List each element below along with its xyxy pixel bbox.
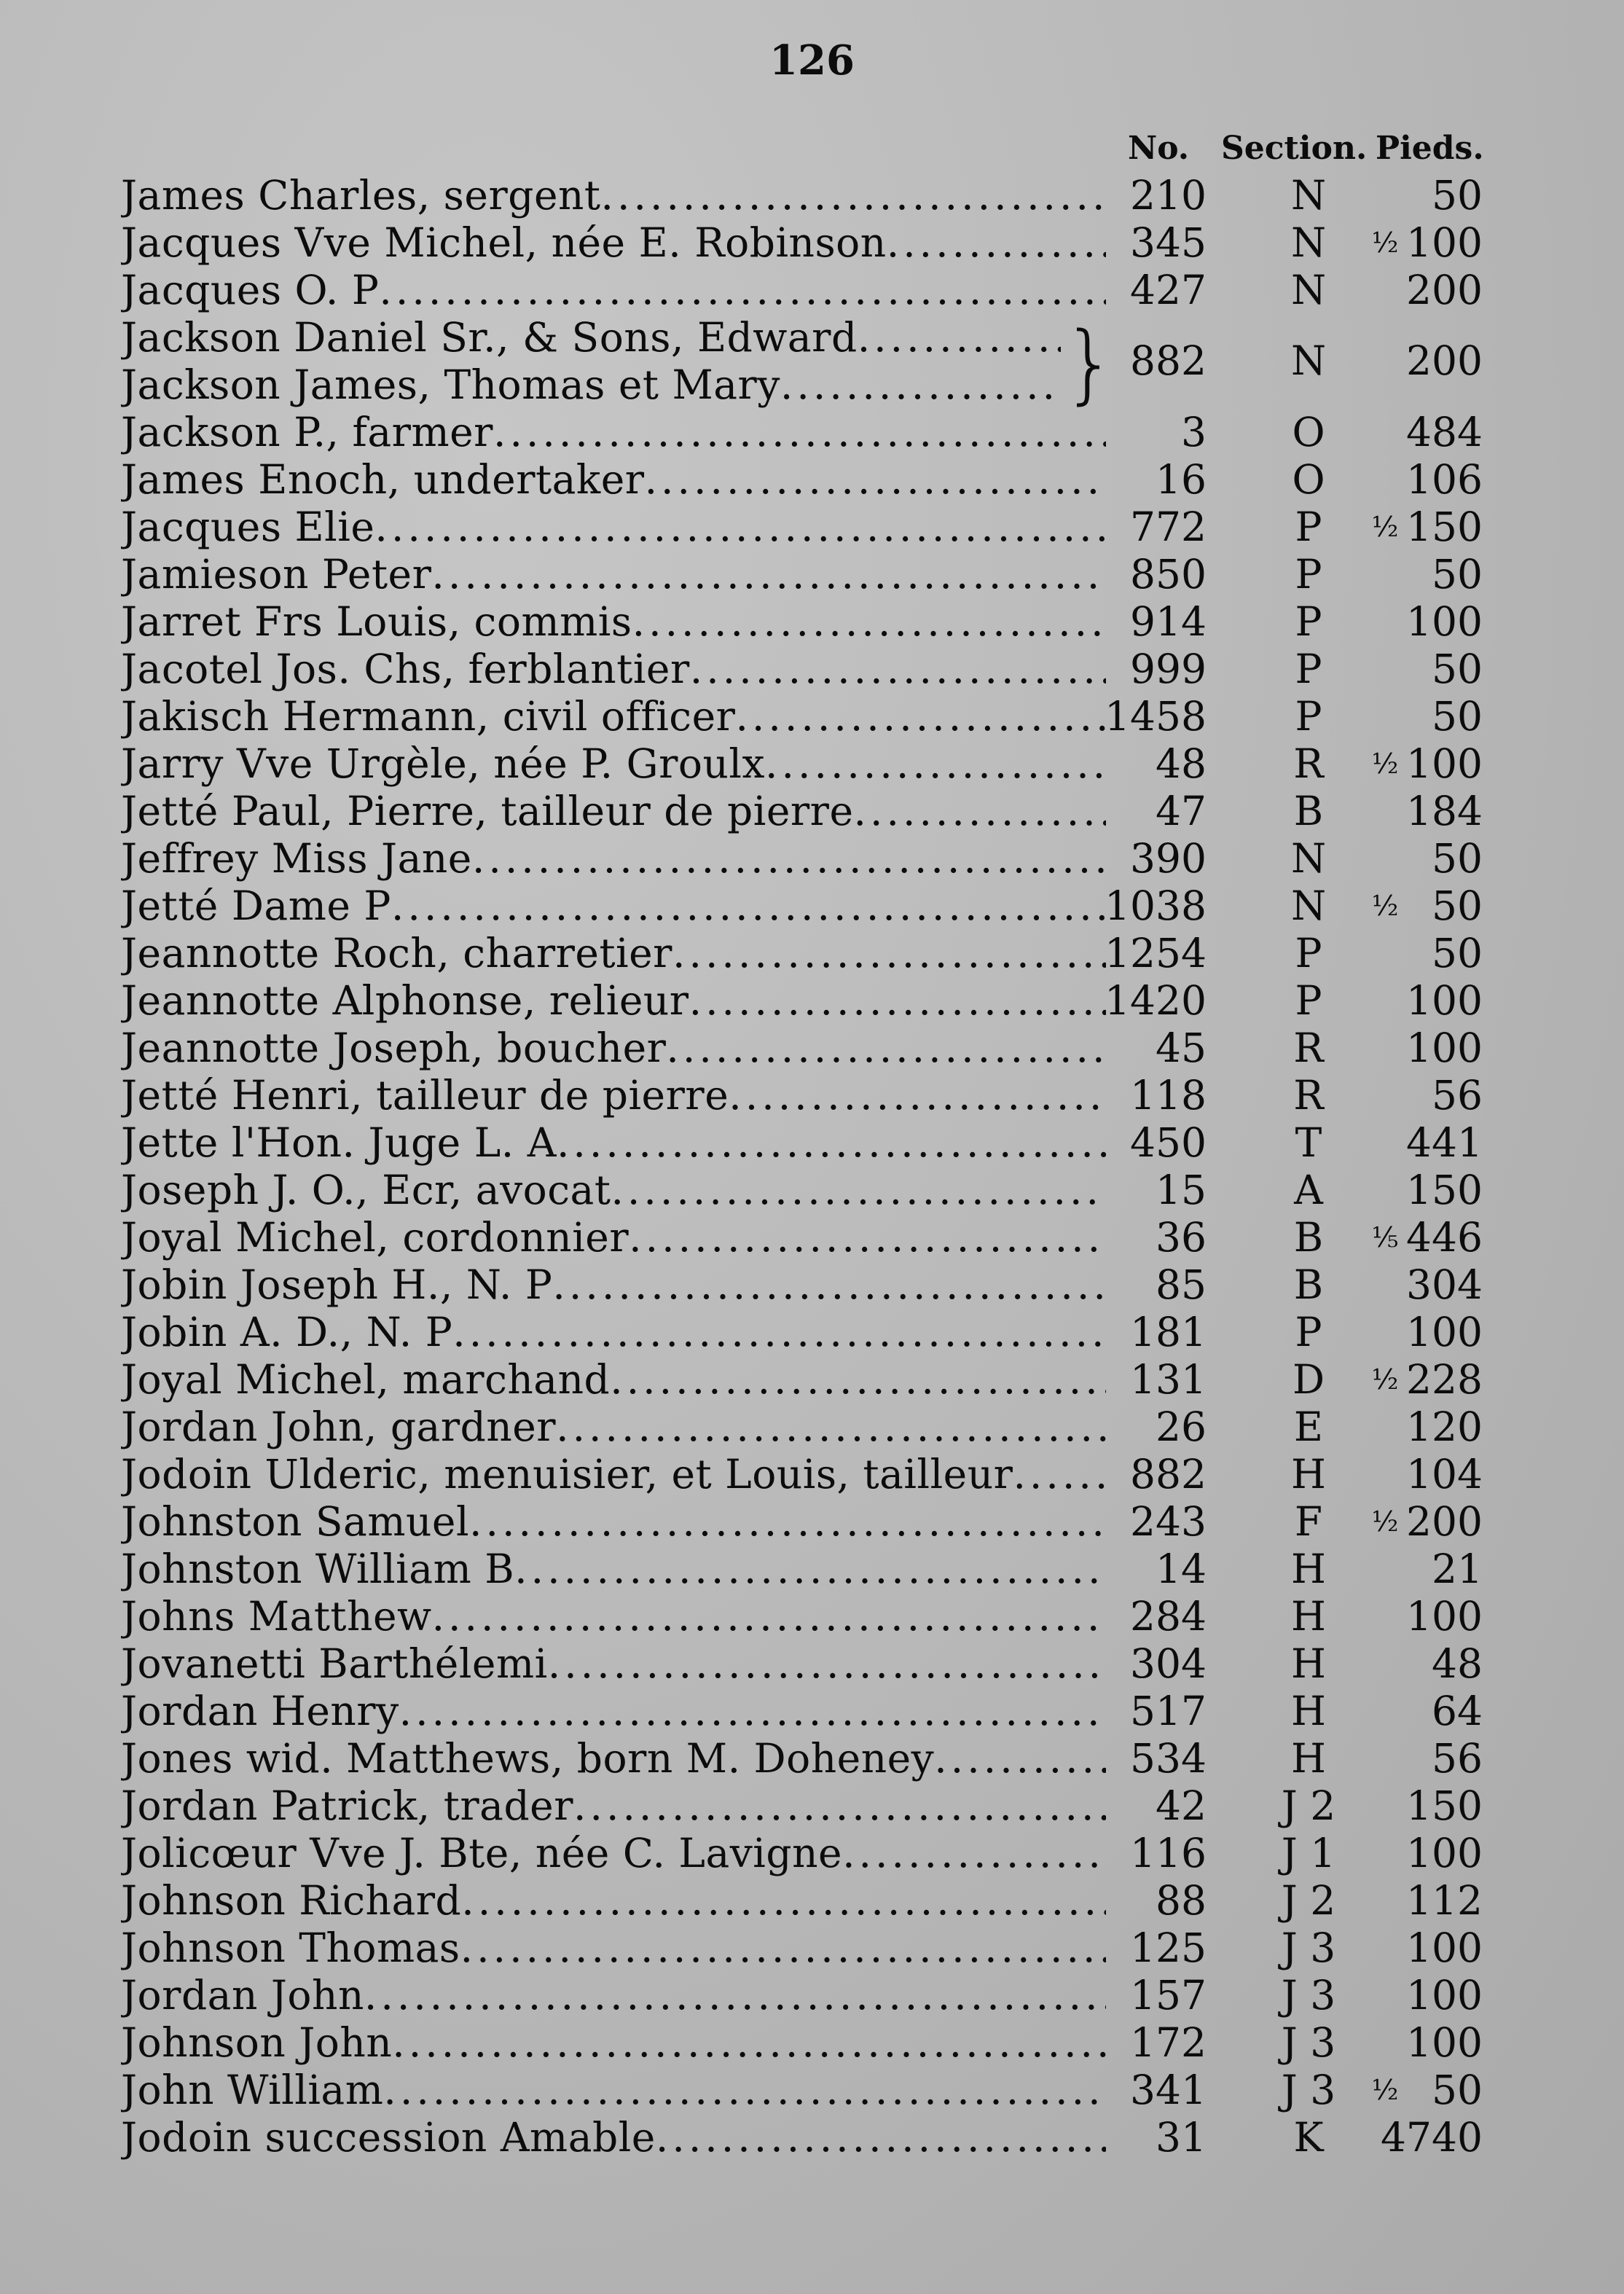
- entry-fraction: ½: [1371, 890, 1399, 922]
- dot-leader: [666, 1025, 1106, 1072]
- dot-leader: [374, 504, 1106, 551]
- entry-name-cell: [121, 598, 1106, 646]
- entry-name: Johns Matthew: [121, 1593, 432, 1640]
- list-item: [0, 1167, 1624, 1214]
- entry-section: J 3: [1281, 2067, 1336, 2113]
- entry-name: Jeffrey Miss Jane: [121, 835, 472, 882]
- entry-number: 1254: [1105, 930, 1207, 976]
- list-item: [0, 930, 1624, 977]
- entry-section: P: [1295, 977, 1322, 1024]
- entry-name-cell: [121, 1972, 1106, 2019]
- entry-name: James Enoch, undertaker: [121, 456, 645, 503]
- list-item: [0, 1404, 1624, 1451]
- entry-name: Jordan Patrick, trader: [121, 1782, 573, 1829]
- entry-pieds: 100: [1406, 219, 1483, 266]
- entry-number: 172: [1130, 2019, 1207, 2066]
- entry-fraction: ⅕: [1371, 1221, 1399, 1253]
- entry-name-cell: [121, 1498, 1106, 1546]
- entry-fraction: ½: [1371, 1506, 1399, 1538]
- entry-name-cell: [121, 1119, 1106, 1167]
- entry-name-cell: [121, 267, 1106, 314]
- entry-section: B: [1293, 788, 1324, 834]
- entry-name-cell: [121, 1404, 1106, 1451]
- entry-number: 26: [1156, 1404, 1207, 1450]
- entry-name: Joyal Michel, cordonnier: [121, 1214, 629, 1261]
- entry-pieds: 100: [1406, 598, 1483, 645]
- entry-pieds: 100: [1406, 740, 1483, 787]
- entry-name-cell: [121, 835, 1106, 882]
- entry-section: T: [1295, 1119, 1322, 1166]
- dot-leader: [601, 172, 1106, 219]
- entry-name-cell: [121, 1735, 1106, 1782]
- entry-name: Johnson Richard: [121, 1877, 462, 1924]
- dot-leader: [690, 646, 1106, 693]
- entry-name-cell: [121, 1451, 1106, 1498]
- entry-section: H: [1291, 1688, 1326, 1734]
- entry-name: Jacques Elie: [121, 504, 375, 550]
- entry-name-cell: [121, 409, 1106, 456]
- entry-section: N: [1290, 219, 1327, 266]
- entry-pieds: 50: [1432, 882, 1483, 929]
- entry-name: Jette l'Hon. Juge L. A: [121, 1119, 557, 1166]
- entry-name: Johnston William B: [121, 1546, 515, 1592]
- entry-name: Jordan John, gardner: [121, 1404, 557, 1450]
- entry-name: Jacques Vve Michel, née E. Robinson: [121, 219, 887, 266]
- entry-name-cell: [121, 882, 1106, 930]
- entry-number: 882: [1130, 337, 1207, 384]
- entry-pieds: 200: [1406, 267, 1483, 313]
- header-pieds: Pieds.: [1376, 130, 1484, 167]
- entry-name: Jobin A. D., N. P: [121, 1309, 453, 1355]
- column-header: [0, 130, 1624, 172]
- entry-number: 772: [1130, 504, 1207, 550]
- entry-name: Jarret Frs Louis, commis: [121, 598, 632, 645]
- entry-section: P: [1295, 598, 1322, 645]
- list-item: [0, 1972, 1624, 2019]
- entry-number: 850: [1130, 551, 1207, 598]
- entry-name-cell: [121, 219, 1106, 267]
- dot-leader: [364, 1972, 1106, 2019]
- entry-name-cell: [121, 2019, 1106, 2067]
- entry-name-cell: [121, 2067, 1106, 2114]
- entry-pieds: 100: [1406, 1593, 1483, 1640]
- entry-pieds: 21: [1432, 1546, 1483, 1592]
- entry-section: P: [1295, 646, 1322, 692]
- entry-number: 47: [1156, 788, 1207, 834]
- list-item: [0, 1214, 1624, 1261]
- entry-section: J 3: [1281, 2019, 1336, 2066]
- entry-name: Joseph J. O., Ecr, avocat: [121, 1167, 611, 1213]
- entry-pieds: 304: [1406, 1261, 1483, 1308]
- entry-number: 210: [1130, 172, 1207, 219]
- entry-pieds: 200: [1406, 337, 1483, 384]
- entry-number: 157: [1130, 1972, 1207, 2019]
- entry-name-cell: [121, 1167, 1106, 1214]
- entry-fraction: ½: [1371, 2074, 1399, 2106]
- entry-name: John William: [121, 2067, 384, 2113]
- entry-name-cell: [121, 2114, 1106, 2161]
- dot-leader: [629, 1214, 1106, 1261]
- entry-number: 181: [1130, 1309, 1207, 1355]
- entry-name-cell: [121, 1593, 1106, 1640]
- entry-section: P: [1295, 1309, 1322, 1355]
- entry-pieds: 441: [1406, 1119, 1483, 1166]
- dot-leader: [858, 314, 1061, 361]
- entry-name: Jodoin Ulderic, menuisier, et Louis, tailleur: [121, 1451, 1013, 1498]
- entry-name: Jones wid. Matthews, born M. Doheney: [121, 1735, 935, 1782]
- entry-name: Jobin Joseph H., N. P: [121, 1261, 553, 1308]
- entry-name: Johnson John: [121, 2019, 393, 2066]
- list-item: [0, 2019, 1624, 2067]
- dot-leader: [611, 1167, 1106, 1214]
- entry-section: N: [1290, 267, 1327, 313]
- entry-pieds: 184: [1406, 788, 1483, 834]
- list-item: [0, 693, 1624, 740]
- list-item: [0, 977, 1624, 1025]
- list-item: [0, 1877, 1624, 1925]
- entry-fraction: ½: [1371, 511, 1399, 543]
- entry-number: 1038: [1105, 882, 1207, 929]
- entry-pieds: 100: [1406, 1972, 1483, 2019]
- entry-name-cell: [121, 1925, 1106, 1972]
- entry-name-cell: [121, 1640, 1106, 1688]
- entry-pieds: 56: [1432, 1072, 1483, 1119]
- entry-pieds: 100: [1406, 1025, 1483, 1071]
- entry-number: 125: [1130, 1925, 1207, 1971]
- entry-pieds: 100: [1406, 2019, 1483, 2066]
- entry-number: 450: [1130, 1119, 1207, 1166]
- entry-number: 882: [1130, 1451, 1207, 1498]
- entry-number: 118: [1130, 1072, 1207, 1119]
- list-item: [0, 1925, 1624, 1972]
- list-item: [0, 456, 1624, 504]
- dot-leader: [461, 1877, 1106, 1925]
- entry-pieds: 56: [1432, 1735, 1483, 1782]
- entry-number: 427: [1130, 267, 1207, 313]
- entry-pieds: 200: [1406, 1498, 1483, 1545]
- entry-section: E: [1293, 1404, 1324, 1450]
- list-item: [0, 835, 1624, 882]
- list-item: [0, 2067, 1624, 2114]
- entry-number: 999: [1130, 646, 1207, 692]
- entry-number: 131: [1130, 1356, 1207, 1403]
- entry-name: Johnston Samuel: [121, 1498, 470, 1545]
- entry-name-cell: [121, 1072, 1106, 1119]
- entry-section: N: [1290, 882, 1327, 929]
- entry-number: 914: [1130, 598, 1207, 645]
- entry-pieds: 112: [1406, 1877, 1483, 1924]
- dot-leader: [379, 267, 1106, 314]
- entry-name: Jetté Henri, tailleur de pierre: [121, 1072, 729, 1119]
- entry-number: 14: [1156, 1546, 1207, 1592]
- entry-name: Jackson James, Thomas et Mary: [121, 361, 780, 408]
- entry-pieds: 150: [1406, 1167, 1483, 1213]
- dot-leader: [383, 2067, 1106, 2114]
- entry-number: 116: [1130, 1830, 1207, 1876]
- entry-name: Johnson Thomas: [121, 1925, 460, 1971]
- list-item: [0, 1830, 1624, 1877]
- entry-pieds: 48: [1432, 1640, 1483, 1687]
- entry-section: R: [1293, 1025, 1324, 1071]
- list-item: [0, 1451, 1624, 1498]
- entry-pieds: 228: [1406, 1356, 1483, 1403]
- entry-pieds: 100: [1406, 977, 1483, 1024]
- entry-name-cell: [121, 1782, 1106, 1830]
- entry-name-cell: [121, 977, 1106, 1025]
- dot-leader: [557, 1119, 1106, 1167]
- entry-name: Jeannotte Joseph, boucher: [121, 1025, 667, 1071]
- entry-section: H: [1291, 1735, 1326, 1782]
- entry-name: Jamieson Peter: [121, 551, 432, 598]
- entry-pieds: 64: [1432, 1688, 1483, 1734]
- entry-number: 36: [1156, 1214, 1207, 1261]
- entry-number: 1458: [1105, 693, 1207, 740]
- entry-name-cell: [121, 1688, 1106, 1735]
- entry-number: 390: [1130, 835, 1207, 882]
- entry-name-cell: [121, 1356, 1106, 1404]
- entry-pieds: 50: [1432, 835, 1483, 882]
- entry-number: 304: [1130, 1640, 1207, 1687]
- entry-number: 284: [1130, 1593, 1207, 1640]
- entry-section: F: [1294, 1498, 1323, 1545]
- dot-leader: [472, 835, 1106, 882]
- entry-number: 3: [1181, 409, 1207, 455]
- grouped-name-line: [121, 361, 1061, 409]
- entry-number: 45: [1156, 1025, 1207, 1071]
- entry-name: Jetté Dame P: [121, 882, 391, 929]
- entry-pieds: 4740: [1381, 2114, 1483, 2161]
- entry-name-cell: [121, 504, 1106, 551]
- dot-leader: [432, 1593, 1106, 1640]
- dot-leader: [780, 361, 1061, 409]
- entry-name-cell: [121, 1025, 1106, 1072]
- entry-section: B: [1293, 1214, 1324, 1261]
- entry-number: 15: [1156, 1167, 1207, 1213]
- entry-section: J 3: [1281, 1925, 1336, 1971]
- dot-leader: [392, 2019, 1106, 2067]
- grouped-names: [121, 314, 1061, 409]
- entry-number: 517: [1130, 1688, 1207, 1734]
- entry-name: Jakisch Hermann, civil officer: [121, 693, 736, 740]
- entry-section: B: [1293, 1261, 1324, 1308]
- entry-name: Jodoin succession Amable: [121, 2114, 656, 2161]
- dot-leader: [672, 930, 1106, 977]
- list-item: [0, 267, 1624, 314]
- dot-leader: [399, 1688, 1106, 1735]
- entry-name: Joyal Michel, marchand: [121, 1356, 611, 1403]
- entry-fraction: ½: [1371, 227, 1399, 259]
- dot-leader: [645, 456, 1106, 504]
- entry-section: P: [1295, 930, 1322, 976]
- dot-leader: [556, 1404, 1106, 1451]
- entry-name-cell: [121, 1261, 1106, 1309]
- entry-name-cell: [121, 172, 1106, 219]
- list-item-grouped: [0, 313, 1624, 413]
- entry-number: 48: [1156, 740, 1207, 787]
- entry-pieds: 50: [1432, 646, 1483, 692]
- list-item: [0, 504, 1624, 551]
- entry-pieds: 120: [1406, 1404, 1483, 1450]
- entry-pieds: 100: [1406, 1830, 1483, 1876]
- entry-pieds: 50: [1432, 693, 1483, 740]
- entry-section: R: [1293, 740, 1324, 787]
- entry-name: Jetté Paul, Pierre, tailleur de pierre: [121, 788, 854, 834]
- entry-name-cell: [121, 788, 1106, 835]
- dot-leader: [452, 1309, 1106, 1356]
- entry-name-cell: [121, 930, 1106, 977]
- grouped-name-line: [121, 314, 1061, 361]
- entry-fraction: ½: [1371, 748, 1399, 780]
- list-item: [0, 1593, 1624, 1640]
- entry-name-cell: [121, 646, 1106, 693]
- entry-name-cell: [121, 1214, 1106, 1261]
- list-item: [0, 1261, 1624, 1309]
- entry-pieds: 50: [1432, 930, 1483, 976]
- list-item: [0, 646, 1624, 693]
- page-number: 126: [769, 36, 855, 85]
- entry-section: J 3: [1281, 1972, 1336, 2019]
- entry-section: P: [1295, 504, 1322, 550]
- list-item: [0, 1072, 1624, 1119]
- list-item: [0, 1782, 1624, 1830]
- entry-pieds: 50: [1432, 2067, 1483, 2113]
- entry-section: H: [1291, 1546, 1326, 1592]
- entry-pieds: 104: [1406, 1451, 1483, 1498]
- dot-leader: [552, 1261, 1106, 1309]
- entry-section: J 2: [1281, 1782, 1336, 1829]
- entry-name-cell: [121, 1309, 1106, 1356]
- entry-name-cell: [121, 693, 1106, 740]
- entry-section: N: [1290, 337, 1327, 384]
- entry-pieds: 106: [1406, 456, 1483, 503]
- entry-pieds: 50: [1432, 172, 1483, 219]
- list-item: [0, 1309, 1624, 1356]
- entry-name-cell: [121, 1830, 1106, 1877]
- dot-leader: [610, 1356, 1106, 1404]
- dot-leader: [460, 1925, 1106, 1972]
- list-item: [0, 2114, 1624, 2161]
- dot-leader: [573, 1782, 1106, 1830]
- entry-name-cell: [121, 1546, 1106, 1593]
- entry-pieds: 484: [1406, 409, 1483, 455]
- entry-section: D: [1292, 1356, 1325, 1403]
- brace-icon: }: [1062, 313, 1118, 413]
- entry-pieds: 150: [1406, 1782, 1483, 1829]
- entry-section: H: [1291, 1451, 1326, 1498]
- register-list: [0, 172, 1624, 2161]
- entry-number: 243: [1130, 1498, 1207, 1545]
- dot-leader: [469, 1498, 1106, 1546]
- entry-section: N: [1290, 835, 1327, 882]
- entry-number: 42: [1156, 1782, 1207, 1829]
- list-item: [0, 1356, 1624, 1404]
- entry-number: 16: [1156, 456, 1207, 503]
- list-item: [0, 1640, 1624, 1688]
- list-item: [0, 740, 1624, 788]
- list-item: [0, 1735, 1624, 1782]
- list-item: [0, 1025, 1624, 1072]
- entry-section: P: [1295, 551, 1322, 598]
- entry-number: 534: [1130, 1735, 1207, 1782]
- entry-number: 345: [1130, 219, 1207, 266]
- list-item: [0, 1119, 1624, 1167]
- entry-section: K: [1293, 2114, 1324, 2161]
- entry-number: 88: [1156, 1877, 1207, 1924]
- entry-number: 31: [1156, 2114, 1207, 2161]
- entry-section: A: [1294, 1167, 1323, 1213]
- entry-section: H: [1291, 1640, 1326, 1687]
- entry-name: Jovanetti Barthélemi: [121, 1640, 548, 1687]
- entry-name: Jarry Vve Urgèle, née P. Groulx: [121, 740, 766, 787]
- entry-section: R: [1293, 1072, 1324, 1119]
- list-item: [0, 1688, 1624, 1735]
- entry-name-cell: [121, 456, 1106, 504]
- dot-leader: [391, 882, 1106, 930]
- dot-leader: [514, 1546, 1106, 1593]
- entry-name: Jolicœur Vve J. Bte, née C. Lavigne: [121, 1830, 843, 1876]
- entry-number: 1420: [1105, 977, 1207, 1024]
- entry-section: O: [1292, 456, 1325, 503]
- entry-section: P: [1295, 693, 1322, 740]
- entry-name: Jackson Daniel Sr., & Sons, Edward: [121, 314, 858, 361]
- entry-section: J 2: [1281, 1877, 1336, 1924]
- list-item: [0, 882, 1624, 930]
- list-item: [0, 1498, 1624, 1546]
- entry-name-cell: [121, 551, 1106, 598]
- entry-pieds: 150: [1406, 504, 1483, 550]
- list-item: [0, 172, 1624, 219]
- header-section: Section.: [1221, 130, 1368, 167]
- entry-name: Jeannotte Roch, charretier: [121, 930, 672, 976]
- entry-pieds: 100: [1406, 1925, 1483, 1971]
- entry-name-cell: [121, 740, 1106, 788]
- entry-name: Jordan Henry: [121, 1688, 399, 1734]
- dot-leader: [548, 1640, 1106, 1688]
- entry-section: N: [1290, 172, 1327, 219]
- entry-section: O: [1292, 409, 1325, 455]
- dot-leader: [431, 551, 1106, 598]
- entry-name: Jordan John: [121, 1972, 364, 2019]
- list-item: [0, 409, 1624, 456]
- entry-name: Jacques O. P: [121, 267, 380, 313]
- entry-name: Jackson P., farmer: [121, 409, 493, 455]
- entry-name: Jacotel Jos. Chs, ferblantier: [121, 646, 690, 692]
- header-no: No.: [1128, 130, 1190, 167]
- entry-section: J 1: [1281, 1830, 1336, 1876]
- list-item: [0, 1546, 1624, 1593]
- entry-name: Jeannotte Alphonse, relieur: [121, 977, 689, 1024]
- entry-pieds: 100: [1406, 1309, 1483, 1355]
- list-item: [0, 551, 1624, 598]
- entry-section: H: [1291, 1593, 1326, 1640]
- entry-number: 341: [1130, 2067, 1207, 2113]
- entry-number: 85: [1156, 1261, 1207, 1308]
- list-item: [0, 598, 1624, 646]
- entry-name: James Charles, sergent: [121, 172, 601, 219]
- entry-pieds: 446: [1406, 1214, 1483, 1261]
- entry-fraction: ½: [1371, 1363, 1399, 1395]
- entry-name-cell: [121, 1877, 1106, 1925]
- dot-leader: [689, 977, 1106, 1025]
- dot-leader: [493, 409, 1106, 456]
- list-item: [0, 219, 1624, 267]
- dot-leader: [632, 598, 1106, 646]
- list-item: [0, 788, 1624, 835]
- dot-leader: [656, 2114, 1106, 2161]
- entry-pieds: 50: [1432, 551, 1483, 598]
